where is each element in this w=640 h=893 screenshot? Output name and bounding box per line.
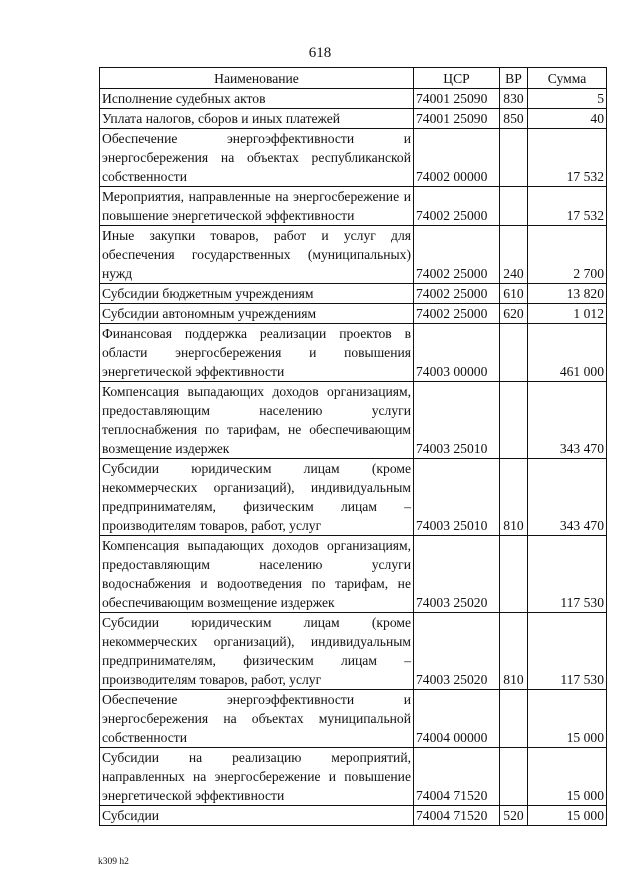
row-name-cell: Субсидии на реализацию мероприятий, направленных на энергосбережение и повышение энергетической эффективности xyxy=(100,748,414,806)
table-row xyxy=(100,109,607,129)
row-sum-cell: 343 470 xyxy=(528,382,607,459)
footer-code: k309 h2 xyxy=(98,857,129,867)
row-sum-cell: 13 820 xyxy=(528,284,607,304)
row-name-cell: Финансовая поддержка реализации проектов в области энергосбережения и повышения энергетической эффективности xyxy=(100,324,414,382)
row-sum-cell: 15 000 xyxy=(528,806,607,826)
row-name-cell: Субсидии юридическим лицам (кроме некоммерческих организаций), индивидуальным предпринимателям, физическим лицам – производителям товаров, работ, услуг xyxy=(100,459,414,536)
header-name: Наименование xyxy=(100,68,414,89)
table-row xyxy=(100,536,607,613)
table-header xyxy=(100,68,607,89)
row-name-cell: Субсидии бюджетным учреждениям xyxy=(100,284,414,304)
row-sum-cell: 117 530 xyxy=(528,613,607,690)
header-csr: ЦСР xyxy=(414,68,500,89)
row-csr-cell: 74003 00000 xyxy=(414,324,500,382)
row-sum-cell: 461 000 xyxy=(528,324,607,382)
row-csr-cell: 74003 25010 xyxy=(414,459,500,536)
table-row xyxy=(100,284,607,304)
row-name-cell: Мероприятия, направленные на энергосбережение и повышение энергетической эффективности xyxy=(100,187,414,226)
table-row xyxy=(100,748,607,806)
row-sum-cell: 1 012 xyxy=(528,304,607,324)
row-sum-cell: 5 xyxy=(528,89,607,109)
row-name-cell: Компенсация выпадающих доходов организациям, предоставляющим населению услуги теплоснабжения по тарифам, не обеспечивающим возмещение издержек xyxy=(100,382,414,459)
row-name-cell: Обеспечение энергоэффективности и энергосбережения на объектах муниципальной собственности xyxy=(100,690,414,748)
row-name-cell: Иные закупки товаров, работ и услуг для обеспечения государственных (муниципальных) нужд xyxy=(100,226,414,284)
table-row xyxy=(100,690,607,748)
row-vr-cell: 620 xyxy=(500,304,528,324)
table-row xyxy=(100,324,607,382)
row-vr-cell xyxy=(500,187,528,226)
row-name-cell: Субсидии автономным учреждениям xyxy=(100,304,414,324)
row-csr-cell: 74002 25000 xyxy=(414,284,500,304)
table-body xyxy=(100,89,607,826)
row-vr-cell xyxy=(500,129,528,187)
row-csr-cell: 74003 25020 xyxy=(414,536,500,613)
table-row xyxy=(100,304,607,324)
table-row xyxy=(100,129,607,187)
row-csr-cell: 74004 71520 xyxy=(414,806,500,826)
row-vr-cell: 850 xyxy=(500,109,528,129)
row-name-cell: Субсидии юридическим лицам (кроме некоммерческих организаций), индивидуальным предпринимателям, физическим лицам – производителям товаров, работ, услуг xyxy=(100,613,414,690)
row-csr-cell: 74003 25020 xyxy=(414,613,500,690)
row-name-cell: Субсидии xyxy=(100,806,414,826)
row-csr-cell: 74004 71520 xyxy=(414,748,500,806)
row-vr-cell: 810 xyxy=(500,459,528,536)
row-vr-cell: 520 xyxy=(500,806,528,826)
header-row xyxy=(100,68,607,89)
row-sum-cell: 17 532 xyxy=(528,129,607,187)
header-vr: ВР xyxy=(500,68,528,89)
row-csr-cell: 74002 25000 xyxy=(414,304,500,324)
table-row xyxy=(100,382,607,459)
table-row xyxy=(100,89,607,109)
row-vr-cell xyxy=(500,324,528,382)
row-sum-cell: 343 470 xyxy=(528,459,607,536)
row-sum-cell: 15 000 xyxy=(528,690,607,748)
table-row xyxy=(100,226,607,284)
row-vr-cell xyxy=(500,690,528,748)
row-sum-cell: 40 xyxy=(528,109,607,129)
table-row xyxy=(100,459,607,536)
row-sum-cell: 2 700 xyxy=(528,226,607,284)
row-csr-cell: 74003 25010 xyxy=(414,382,500,459)
row-vr-cell xyxy=(500,536,528,613)
table-row xyxy=(100,806,607,826)
row-vr-cell xyxy=(500,382,528,459)
row-csr-cell: 74001 25090 xyxy=(414,89,500,109)
row-vr-cell: 610 xyxy=(500,284,528,304)
row-csr-cell: 74002 25000 xyxy=(414,226,500,284)
row-vr-cell: 810 xyxy=(500,613,528,690)
row-name-cell: Исполнение судебных актов xyxy=(100,89,414,109)
table-row xyxy=(100,613,607,690)
row-vr-cell: 830 xyxy=(500,89,528,109)
row-name-cell: Компенсация выпадающих доходов организациям, предоставляющим населению услуги водоснабжения и водоотведения по тарифам, не обеспечивающим возмещение издержек xyxy=(100,536,414,613)
row-sum-cell: 15 000 xyxy=(528,748,607,806)
row-sum-cell: 17 532 xyxy=(528,187,607,226)
row-name-cell: Уплата налогов, сборов и иных платежей xyxy=(100,109,414,129)
row-csr-cell: 74004 00000 xyxy=(414,690,500,748)
row-name-cell: Обеспечение энергоэффективности и энергосбережения на объектах республиканской собственности xyxy=(100,129,414,187)
row-csr-cell: 74002 00000 xyxy=(414,129,500,187)
row-csr-cell: 74002 25000 xyxy=(414,187,500,226)
header-sum: Сумма xyxy=(528,68,607,89)
budget-table xyxy=(99,67,607,826)
row-csr-cell: 74001 25090 xyxy=(414,109,500,129)
table-row xyxy=(100,187,607,226)
page-number: 618 xyxy=(308,45,332,61)
row-sum-cell: 117 530 xyxy=(528,536,607,613)
row-vr-cell xyxy=(500,748,528,806)
row-vr-cell: 240 xyxy=(500,226,528,284)
